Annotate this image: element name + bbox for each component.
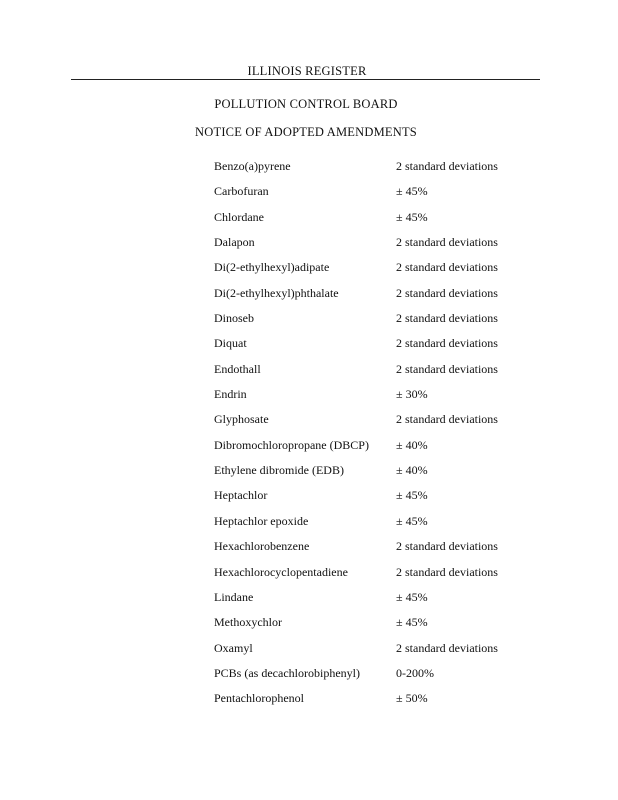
acceptance-limit: ± 40% <box>396 463 428 478</box>
acceptance-limit: ± 30% <box>396 387 428 402</box>
table-row <box>214 386 514 411</box>
notice-title: NOTICE OF ADOPTED AMENDMENTS <box>195 125 417 139</box>
table-row <box>214 513 514 538</box>
acceptance-limit: ± 45% <box>396 615 428 630</box>
table-row <box>214 589 514 614</box>
table-row <box>214 690 514 715</box>
table-row <box>214 665 514 690</box>
contaminant-name: Hexachlorobenzene <box>214 539 310 554</box>
acceptance-limit: 2 standard deviations <box>396 564 498 579</box>
table-row <box>214 335 514 360</box>
board-name: POLLUTION CONTROL BOARD <box>214 97 398 111</box>
acceptance-limit: ± 45% <box>396 513 428 528</box>
table-row <box>214 411 514 436</box>
contaminant-name: Diquat <box>214 336 247 351</box>
contaminant-name: Glyphosate <box>214 412 269 427</box>
contaminant-name: Endothall <box>214 361 261 376</box>
contaminant-table <box>214 158 514 716</box>
contaminant-name: Heptachlor epoxide <box>214 513 309 528</box>
acceptance-limit: ± 45% <box>396 589 428 604</box>
contaminant-name: Endrin <box>214 387 247 402</box>
acceptance-limit: 2 standard deviations <box>396 159 498 173</box>
contaminant-name: Dibromochloropropane (DBCP) <box>214 437 369 452</box>
table-row <box>214 158 514 183</box>
acceptance-limit: 2 standard deviations <box>396 361 498 376</box>
table-row <box>214 640 514 665</box>
acceptance-limit: 2 standard deviations <box>396 539 498 554</box>
header-rule <box>71 79 540 80</box>
acceptance-limit: 2 standard deviations <box>396 260 498 275</box>
contaminant-name: Pentachlorophenol <box>214 691 304 706</box>
acceptance-limit: 0-200% <box>396 665 434 680</box>
table-row <box>214 487 514 512</box>
table-row <box>214 285 514 310</box>
acceptance-limit: 2 standard deviations <box>396 235 498 250</box>
contaminant-name: Dalapon <box>214 235 255 250</box>
contaminant-name: Hexachlorocyclopentadiene <box>214 564 348 579</box>
table-row <box>214 361 514 386</box>
register-title: ILLINOIS REGISTER <box>247 64 367 78</box>
table-row <box>214 564 514 589</box>
table-row <box>214 183 514 208</box>
table-row <box>214 462 514 487</box>
contaminant-name: Carbofuran <box>214 184 269 199</box>
acceptance-limit: 2 standard deviations <box>396 336 498 351</box>
acceptance-limit: ± 45% <box>396 184 428 199</box>
acceptance-limit: ± 40% <box>396 437 428 452</box>
acceptance-limit: ± 45% <box>396 488 428 503</box>
contaminant-name: Benzo(a)pyrene <box>214 159 291 173</box>
table-row <box>214 209 514 234</box>
contaminant-name: Chlordane <box>214 209 264 224</box>
contaminant-name: PCBs (as decachlorobiphenyl) <box>214 665 360 680</box>
acceptance-limit: 2 standard deviations <box>396 412 498 427</box>
contaminant-name: Methoxychlor <box>214 615 282 630</box>
acceptance-limit: 2 standard deviations <box>396 285 498 300</box>
table-row <box>214 310 514 335</box>
acceptance-limit: ± 50% <box>396 691 428 706</box>
acceptance-limit: 2 standard deviations <box>396 640 498 655</box>
contaminant-name: Ethylene dibromide (EDB) <box>214 463 344 478</box>
contaminant-name: Di(2-ethylhexyl)adipate <box>214 260 330 275</box>
table-row <box>214 437 514 462</box>
contaminant-name: Heptachlor <box>214 488 268 503</box>
table-row <box>214 538 514 563</box>
acceptance-limit: 2 standard deviations <box>396 311 498 326</box>
contaminant-name: Di(2-ethylhexyl)phthalate <box>214 285 339 300</box>
table-row <box>214 259 514 284</box>
table-row <box>214 234 514 259</box>
acceptance-limit: ± 45% <box>396 209 428 224</box>
contaminant-name: Oxamyl <box>214 640 253 655</box>
contaminant-name: Dinoseb <box>214 311 254 326</box>
table-row <box>214 614 514 639</box>
contaminant-name: Lindane <box>214 589 254 604</box>
